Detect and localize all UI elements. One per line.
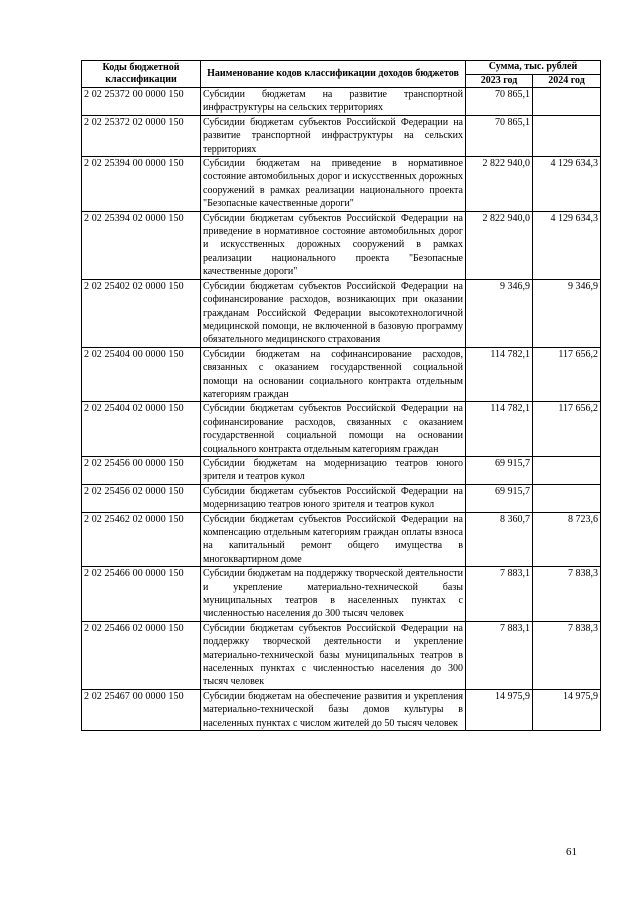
table-row: [82, 279, 601, 347]
amount-2024-cell: 9 346,9: [533, 279, 601, 347]
table-row: [82, 211, 601, 279]
budget-code-cell: 2 02 25467 00 0000 150: [82, 689, 201, 730]
amount-2023-cell: 69 915,7: [466, 484, 533, 512]
description-cell: Субсидии бюджетам субъектов Российской Федерации на софинансирование расходов, возникающих при оказании гражданам Российской Федерации высокотехнологичной медицинской помощи, не включенной в базовую программу обязательного медицинского страхования: [201, 279, 466, 347]
amount-2023-cell: 69 915,7: [466, 456, 533, 484]
amount-2024-cell: [533, 115, 601, 156]
budget-code-cell: 2 02 25404 02 0000 150: [82, 402, 201, 457]
year-2023-header: 2023 год: [466, 74, 533, 88]
code-column-header: Коды бюджетной классификации: [82, 61, 201, 88]
table-row: [82, 88, 601, 116]
description-cell: Субсидии бюджетам на софинансирование расходов, связанных с оказанием государственной социальной помощи на основании социального контракта отдельным категориям граждан: [201, 347, 466, 402]
table-row: [82, 347, 601, 402]
table-row: [82, 567, 601, 622]
description-cell: Субсидии бюджетам на обеспечение развития и укрепления материально-технической базы домов культуры в населенных пунктах с числом жителей до 50 тысяч человек: [201, 689, 466, 730]
table-body: [82, 88, 601, 731]
description-cell: Субсидии бюджетам на развитие транспортной инфраструктуры на сельских территориях: [201, 88, 466, 116]
amount-2024-cell: [533, 484, 601, 512]
amount-2024-cell: 4 129 634,3: [533, 211, 601, 279]
name-column-header: Наименование кодов классификации доходов бюджетов: [201, 61, 466, 88]
table-row: [82, 689, 601, 730]
amount-2023-cell: 114 782,1: [466, 402, 533, 457]
amount-2023-cell: 114 782,1: [466, 347, 533, 402]
amount-2023-cell: 2 822 940,0: [466, 211, 533, 279]
budget-code-cell: 2 02 25394 00 0000 150: [82, 157, 201, 212]
page-number: 61: [566, 846, 577, 858]
amount-2024-cell: 4 129 634,3: [533, 157, 601, 212]
sum-column-header: Сумма, тыс. рублей: [466, 61, 601, 75]
budget-code-cell: 2 02 25466 02 0000 150: [82, 621, 201, 689]
amount-2024-cell: 7 838,3: [533, 567, 601, 622]
table-row: [82, 621, 601, 689]
description-cell: Субсидии бюджетам на поддержку творческой деятельности и укрепление материально-технической базы муниципальных театров в населенных пунктах с численностью населения до 300 тысяч человек: [201, 567, 466, 622]
amount-2024-cell: [533, 456, 601, 484]
amount-2024-cell: 8 723,6: [533, 512, 601, 567]
budget-code-cell: 2 02 25456 02 0000 150: [82, 484, 201, 512]
amount-2024-cell: 117 656,2: [533, 402, 601, 457]
amount-2024-cell: 7 838,3: [533, 621, 601, 689]
amount-2023-cell: 9 346,9: [466, 279, 533, 347]
table-row: [82, 456, 601, 484]
description-cell: Субсидии бюджетам субъектов Российской Федерации на развитие транспортной инфраструктуры на сельских территориях: [201, 115, 466, 156]
budget-table: [81, 60, 601, 731]
amount-2024-cell: 14 975,9: [533, 689, 601, 730]
amount-2024-cell: 117 656,2: [533, 347, 601, 402]
description-cell: Субсидии бюджетам субъектов Российской Федерации на поддержку творческой деятельности и укрепление материально-технической базы муниципальных театров в населенных пунктах с численностью населения до 300 тысяч человек: [201, 621, 466, 689]
budget-code-cell: 2 02 25402 02 0000 150: [82, 279, 201, 347]
description-cell: Субсидии бюджетам субъектов Российской Федерации на компенсацию отдельным категориям граждан оплаты взноса на капитальный ремонт общего имущества в многоквартирном доме: [201, 512, 466, 567]
description-cell: Субсидии бюджетам на модернизацию театров юного зрителя и театров кукол: [201, 456, 466, 484]
budget-code-cell: 2 02 25404 00 0000 150: [82, 347, 201, 402]
amount-2023-cell: 2 822 940,0: [466, 157, 533, 212]
amount-2023-cell: 7 883,1: [466, 567, 533, 622]
description-cell: Субсидии бюджетам субъектов Российской Федерации на софинансирование расходов, связанных с оказанием государственной социальной помощи на основании социального контракта отдельным категориям граждан: [201, 402, 466, 457]
table-row: [82, 402, 601, 457]
description-cell: Субсидии бюджетам на приведение в нормативное состояние автомобильных дорог и искусственных дорожных сооружений в рамках реализации национального проекта "Безопасные качественные дороги": [201, 157, 466, 212]
budget-code-cell: 2 02 25394 02 0000 150: [82, 211, 201, 279]
budget-code-cell: 2 02 25372 00 0000 150: [82, 88, 201, 116]
amount-2023-cell: 8 360,7: [466, 512, 533, 567]
budget-code-cell: 2 02 25462 02 0000 150: [82, 512, 201, 567]
budget-code-cell: 2 02 25466 00 0000 150: [82, 567, 201, 622]
header-row: [82, 61, 601, 75]
table-row: [82, 157, 601, 212]
amount-2023-cell: 7 883,1: [466, 621, 533, 689]
table-row: [82, 512, 601, 567]
table-row: [82, 484, 601, 512]
budget-code-cell: 2 02 25456 00 0000 150: [82, 456, 201, 484]
budget-code-cell: 2 02 25372 02 0000 150: [82, 115, 201, 156]
amount-2024-cell: [533, 88, 601, 116]
amount-2023-cell: 70 865,1: [466, 115, 533, 156]
amount-2023-cell: 70 865,1: [466, 88, 533, 116]
table-row: [82, 115, 601, 156]
year-2024-header: 2024 год: [533, 74, 601, 88]
description-cell: Субсидии бюджетам субъектов Российской Федерации на приведение в нормативное состояние автомобильных дорог и искусственных дорожных сооружений в рамках реализации национального проекта "Безопасные качественные дороги": [201, 211, 466, 279]
description-cell: Субсидии бюджетам субъектов Российской Федерации на модернизацию театров юного зрителя и театров кукол: [201, 484, 466, 512]
amount-2023-cell: 14 975,9: [466, 689, 533, 730]
